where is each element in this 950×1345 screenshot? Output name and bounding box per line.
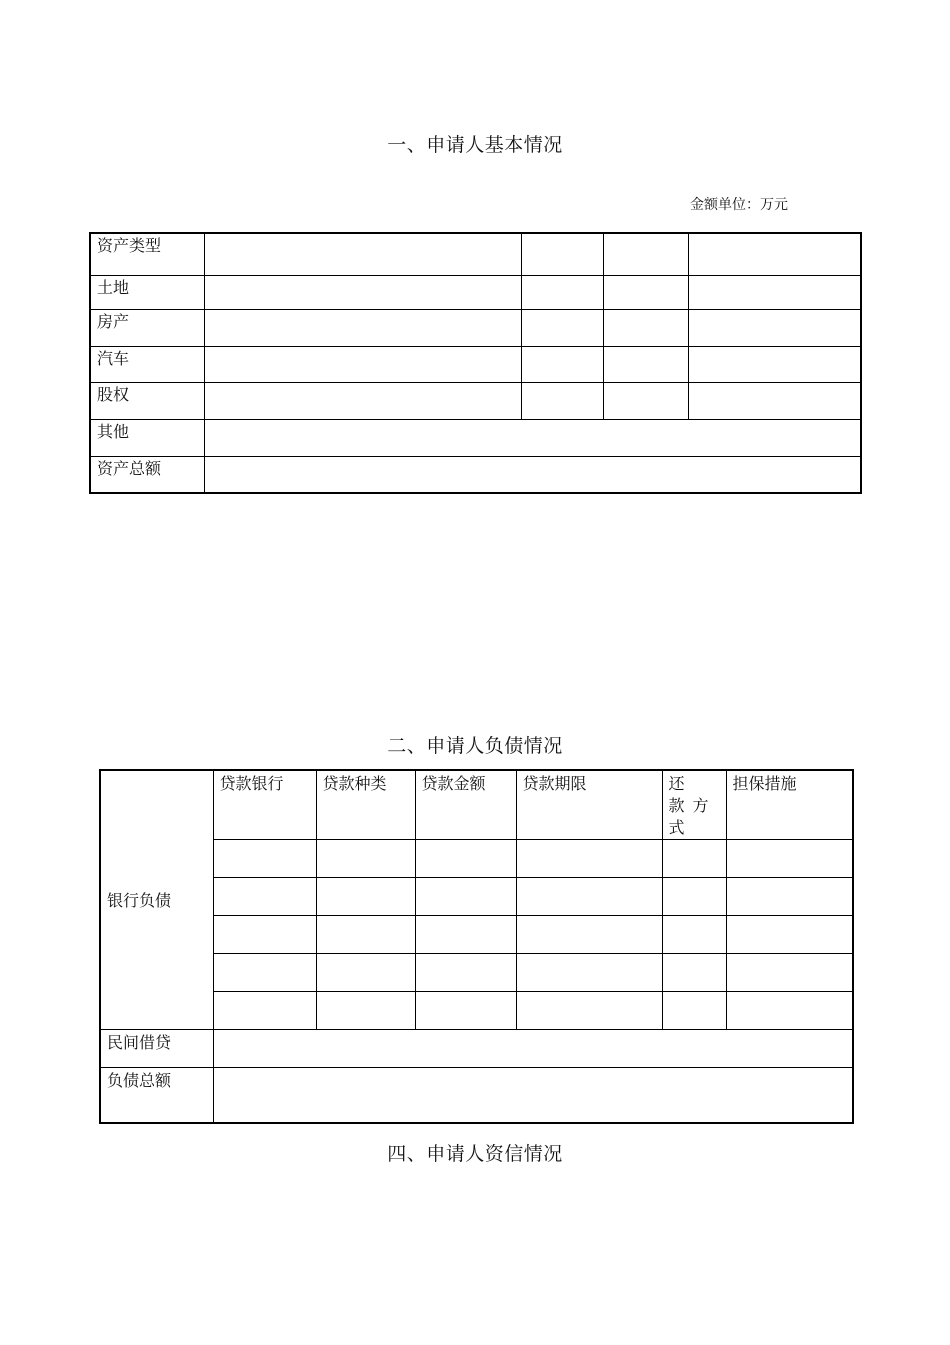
table-row xyxy=(90,346,861,382)
bank-liability-label: 银行负债 xyxy=(100,770,213,1030)
table-row xyxy=(90,456,861,493)
empty-cell[interactable] xyxy=(662,878,726,916)
section2-title: 二、申请人负债情况 xyxy=(387,735,563,757)
empty-cell[interactable] xyxy=(213,1030,853,1068)
row-label-total-assets: 资产总额 xyxy=(90,456,204,493)
empty-cell[interactable] xyxy=(726,992,853,1030)
liability-table xyxy=(99,769,854,1124)
header-loan-bank: 贷款银行 xyxy=(213,770,316,840)
section1-title: 一、申请人基本情况 xyxy=(387,134,563,156)
table-row xyxy=(100,840,853,878)
empty-cell[interactable] xyxy=(521,309,603,346)
empty-cell[interactable] xyxy=(726,954,853,992)
row-label-property: 房产 xyxy=(90,309,204,346)
empty-cell[interactable] xyxy=(213,954,316,992)
header-guarantee: 担保措施 xyxy=(726,770,853,840)
empty-cell[interactable] xyxy=(726,840,853,878)
section4-title: 四、申请人资信情况 xyxy=(387,1143,563,1165)
empty-cell[interactable] xyxy=(662,954,726,992)
table-row xyxy=(100,916,853,954)
empty-cell[interactable] xyxy=(521,382,603,419)
empty-cell[interactable] xyxy=(603,382,688,419)
empty-cell[interactable] xyxy=(204,382,521,419)
empty-cell[interactable] xyxy=(516,992,662,1030)
empty-cell[interactable] xyxy=(662,992,726,1030)
empty-cell[interactable] xyxy=(516,840,662,878)
empty-cell[interactable] xyxy=(316,954,415,992)
row-label-car: 汽车 xyxy=(90,346,204,382)
empty-cell[interactable] xyxy=(213,916,316,954)
empty-cell[interactable] xyxy=(688,275,861,309)
empty-cell[interactable] xyxy=(316,878,415,916)
empty-cell[interactable] xyxy=(521,275,603,309)
empty-cell[interactable] xyxy=(204,456,861,493)
empty-cell[interactable] xyxy=(688,233,861,275)
header-loan-type: 贷款种类 xyxy=(316,770,415,840)
empty-cell[interactable] xyxy=(415,916,516,954)
table-row xyxy=(100,1030,853,1068)
header-loan-amount: 贷款金额 xyxy=(415,770,516,840)
row-label-asset-type: 资产类型 xyxy=(90,233,204,275)
empty-cell[interactable] xyxy=(516,916,662,954)
table-row xyxy=(100,1068,853,1123)
empty-cell[interactable] xyxy=(726,878,853,916)
empty-cell[interactable] xyxy=(204,346,521,382)
table-row xyxy=(90,419,861,456)
row-label-other: 其他 xyxy=(90,419,204,456)
empty-cell[interactable] xyxy=(213,992,316,1030)
empty-cell[interactable] xyxy=(662,916,726,954)
empty-cell[interactable] xyxy=(662,840,726,878)
empty-cell[interactable] xyxy=(316,916,415,954)
empty-cell[interactable] xyxy=(603,275,688,309)
table-row xyxy=(100,954,853,992)
private-lending-label: 民间借贷 xyxy=(100,1030,213,1068)
empty-cell[interactable] xyxy=(688,382,861,419)
table-row xyxy=(90,382,861,419)
empty-cell[interactable] xyxy=(316,840,415,878)
empty-cell[interactable] xyxy=(213,878,316,916)
empty-cell[interactable] xyxy=(603,309,688,346)
empty-cell[interactable] xyxy=(603,346,688,382)
empty-cell[interactable] xyxy=(415,840,516,878)
header-repayment-method: 还 款方式 xyxy=(662,770,726,840)
row-label-land: 土地 xyxy=(90,275,204,309)
empty-cell[interactable] xyxy=(603,233,688,275)
table-row xyxy=(90,309,861,346)
empty-cell[interactable] xyxy=(688,309,861,346)
asset-table xyxy=(89,232,862,494)
unit-note: 金额单位：万元 xyxy=(690,197,788,213)
empty-cell[interactable] xyxy=(415,992,516,1030)
empty-cell[interactable] xyxy=(521,233,603,275)
empty-cell[interactable] xyxy=(204,309,521,346)
table-row xyxy=(100,770,853,840)
table-row xyxy=(90,233,861,275)
table-row xyxy=(90,275,861,309)
row-label-equity: 股权 xyxy=(90,382,204,419)
empty-cell[interactable] xyxy=(726,916,853,954)
table-row xyxy=(100,878,853,916)
empty-cell[interactable] xyxy=(213,1068,853,1123)
empty-cell[interactable] xyxy=(213,840,316,878)
header-loan-term: 贷款期限 xyxy=(516,770,662,840)
empty-cell[interactable] xyxy=(415,878,516,916)
empty-cell[interactable] xyxy=(516,878,662,916)
empty-cell[interactable] xyxy=(204,275,521,309)
total-liabilities-label: 负债总额 xyxy=(100,1068,213,1123)
empty-cell[interactable] xyxy=(521,346,603,382)
empty-cell[interactable] xyxy=(415,954,516,992)
table-row xyxy=(100,992,853,1030)
empty-cell[interactable] xyxy=(204,233,521,275)
empty-cell[interactable] xyxy=(204,419,861,456)
empty-cell[interactable] xyxy=(688,346,861,382)
empty-cell[interactable] xyxy=(316,992,415,1030)
empty-cell[interactable] xyxy=(516,954,662,992)
